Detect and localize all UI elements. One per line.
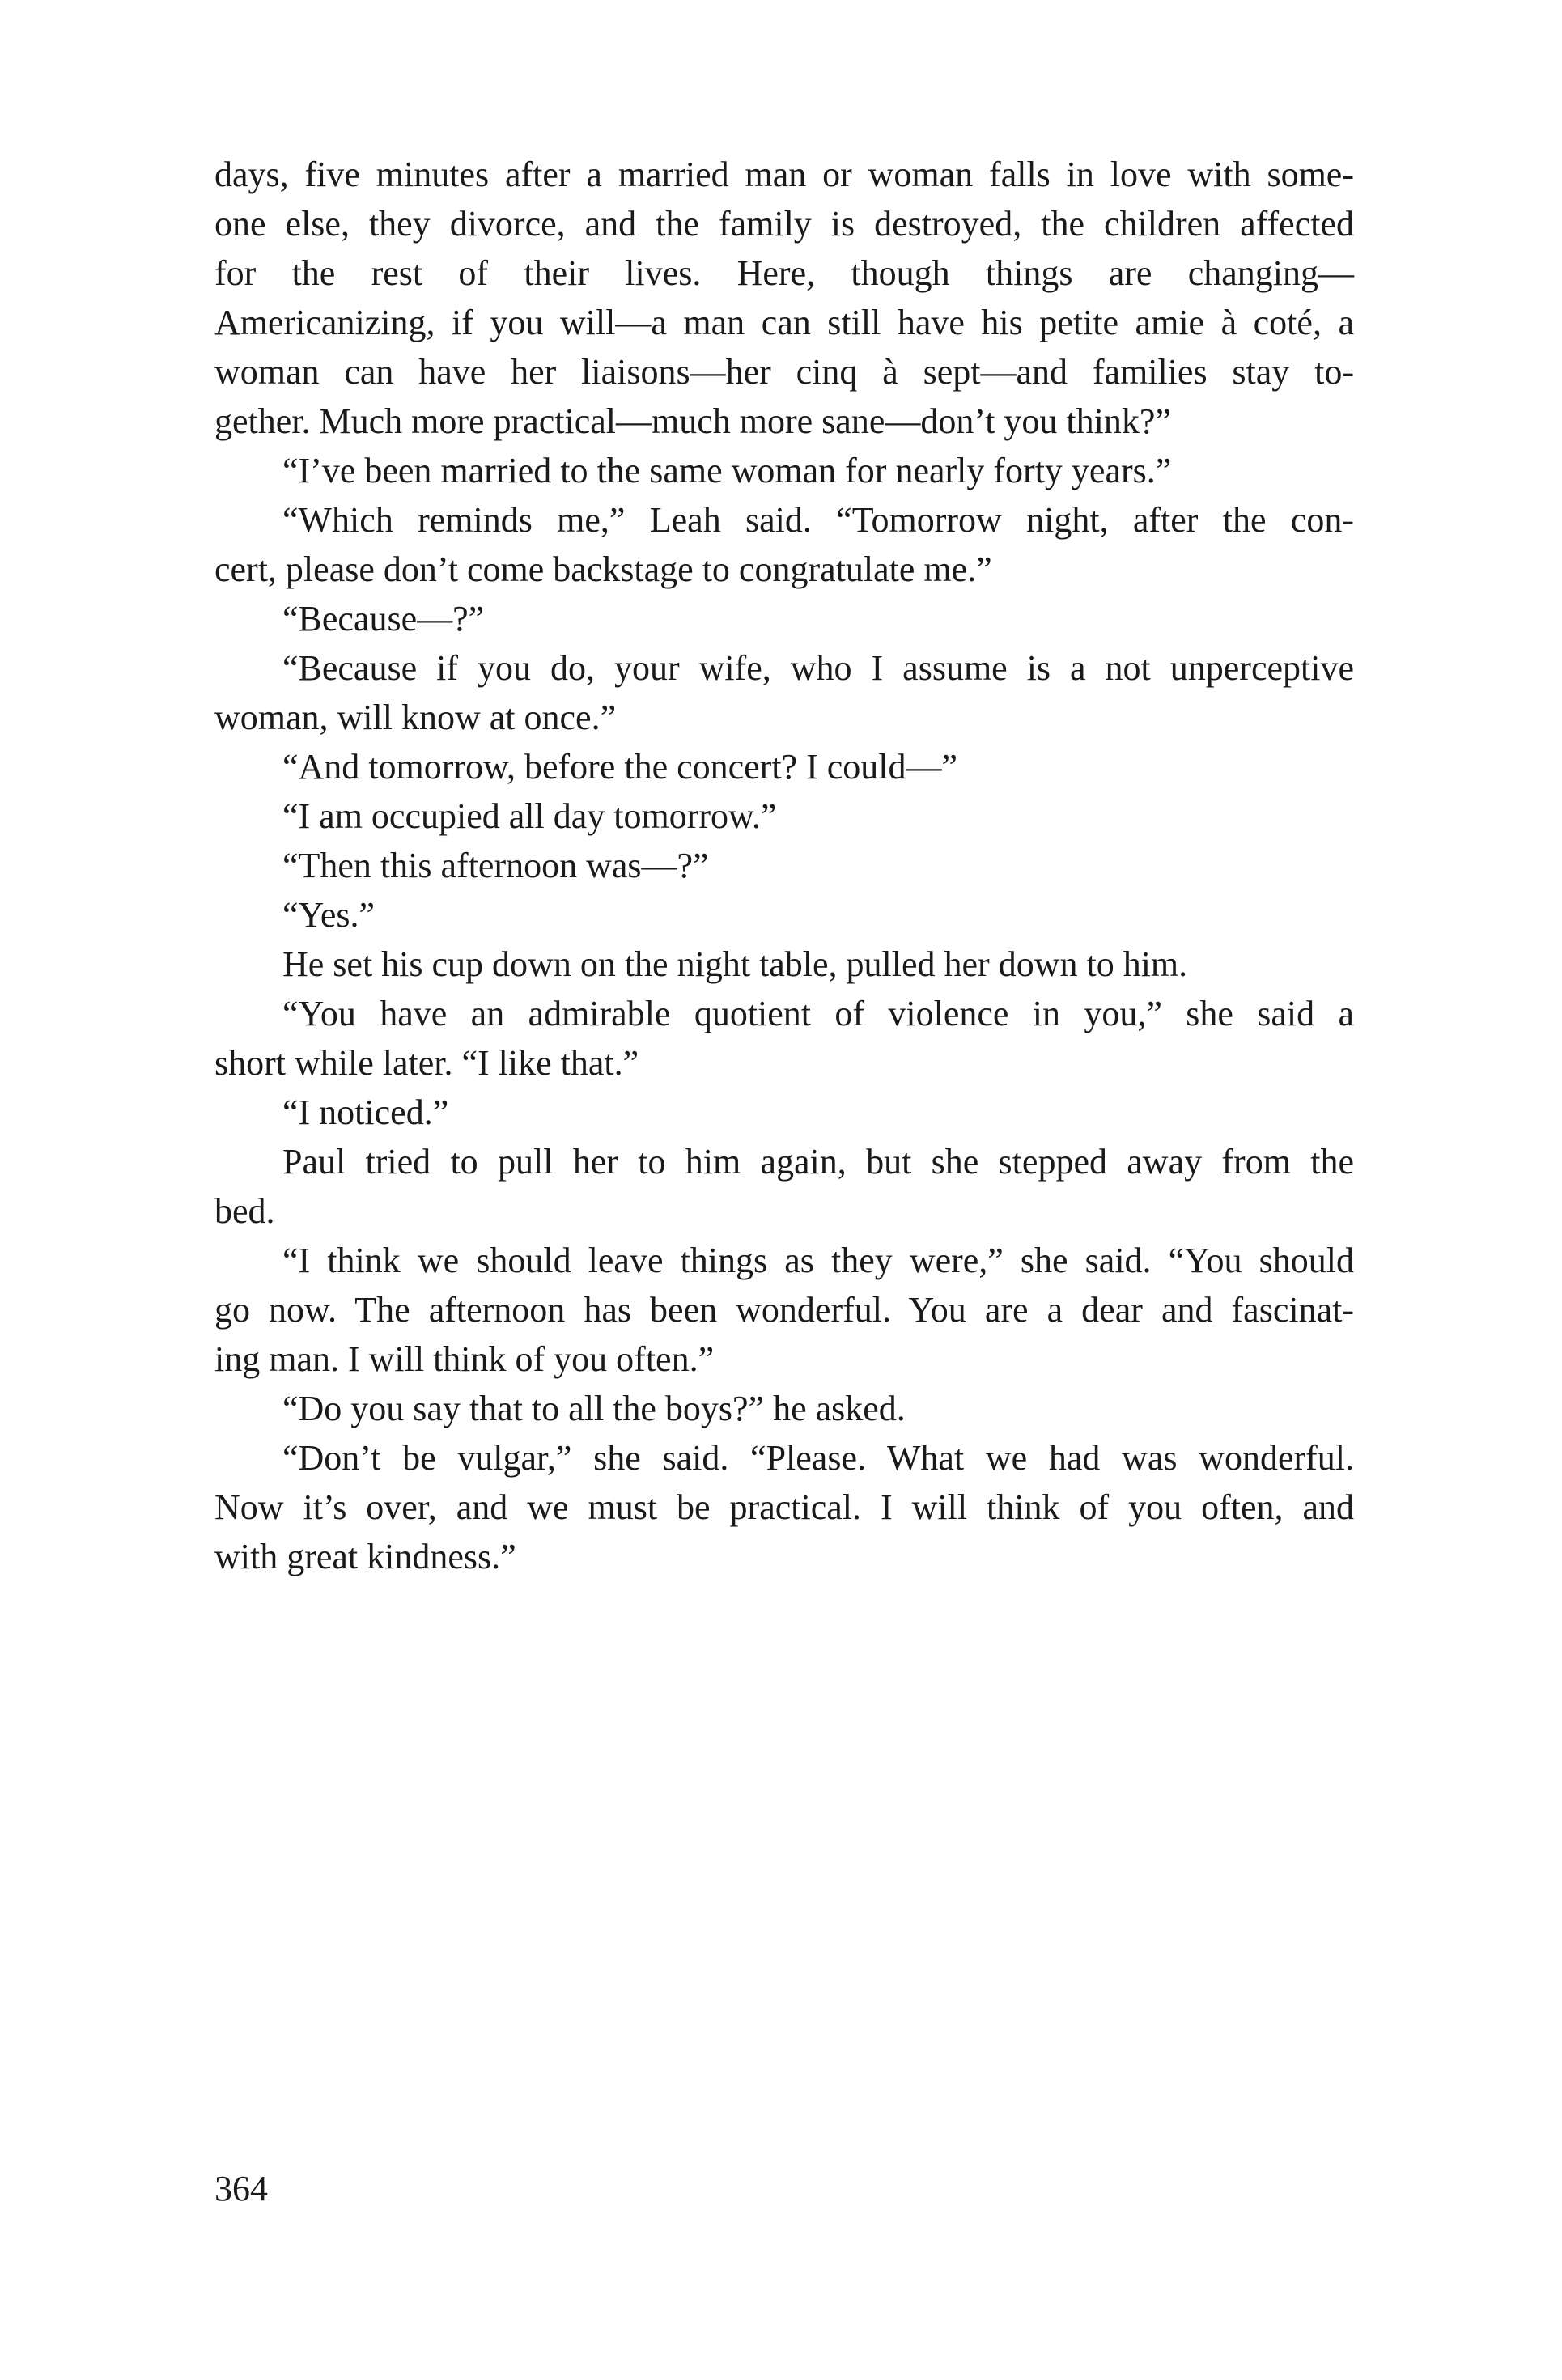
text-line: days, five minutes after a married man or woman falls in love with some- [214,155,1354,194]
text-line: “Because if you do, your wife, who I assume is a not unperceptive [282,648,1354,688]
text-line: bed. [214,1191,275,1231]
text-line: He set his cup down on the night table, pulled her down to him. [282,944,1188,984]
text-line: go now. The afternoon has been wonderful. You are a dear and fascinat- [214,1290,1354,1330]
text-line: “I’ve been married to the same woman for nearly forty years.” [282,451,1172,490]
text-line: woman, will know at once.” [214,698,617,737]
body-text [214,150,1354,1581]
text-line: Now it’s over, and we must be practical. I will think of you often, and [214,1487,1354,1527]
text-line: “Yes.” [282,895,376,935]
page-number: 364 [214,2169,268,2208]
text-line: Americanizing, if you will—a man can still have his petite amie à coté, a [214,303,1354,342]
text-line: “Because—?” [282,599,485,638]
text-line: “I am occupied all day tomorrow.” [282,796,777,836]
text-line: “Do you say that to all the boys?” he asked. [282,1389,906,1428]
text-line: gether. Much more practical—much more sane—don’t you think?” [214,401,1171,441]
text-line: with great kindness.” [214,1537,516,1576]
text-line: “Which reminds me,” Leah said. “Tomorrow night, after the con- [282,500,1354,540]
text-line: ing man. I will think of you often.” [214,1339,715,1379]
text-line: “I think we should leave things as they were,” she said. “You should [282,1241,1354,1280]
text-line: Paul tried to pull her to him again, but she stepped away from the [282,1142,1354,1182]
text-line: “Then this afternoon was—?” [282,846,709,885]
text-line: short while later. “I like that.” [214,1043,639,1083]
text-line: for the rest of their lives. Here, though things are changing— [214,253,1354,293]
text-line: cert, please don’t come backstage to congratulate me.” [214,549,992,589]
text-line: “You have an admirable quotient of violence in you,” she said a [282,994,1354,1033]
text-line: “Don’t be vulgar,” she said. “Please. What we had was wonderful. [282,1438,1354,1478]
text-line: one else, they divorce, and the family is destroyed, the children affected [214,204,1354,244]
text-line: “I noticed.” [282,1092,449,1132]
text-line: woman can have her liaisons—her cinq à sept—and families stay to- [214,352,1354,392]
text-line: “And tomorrow, before the concert? I could—” [282,747,958,787]
